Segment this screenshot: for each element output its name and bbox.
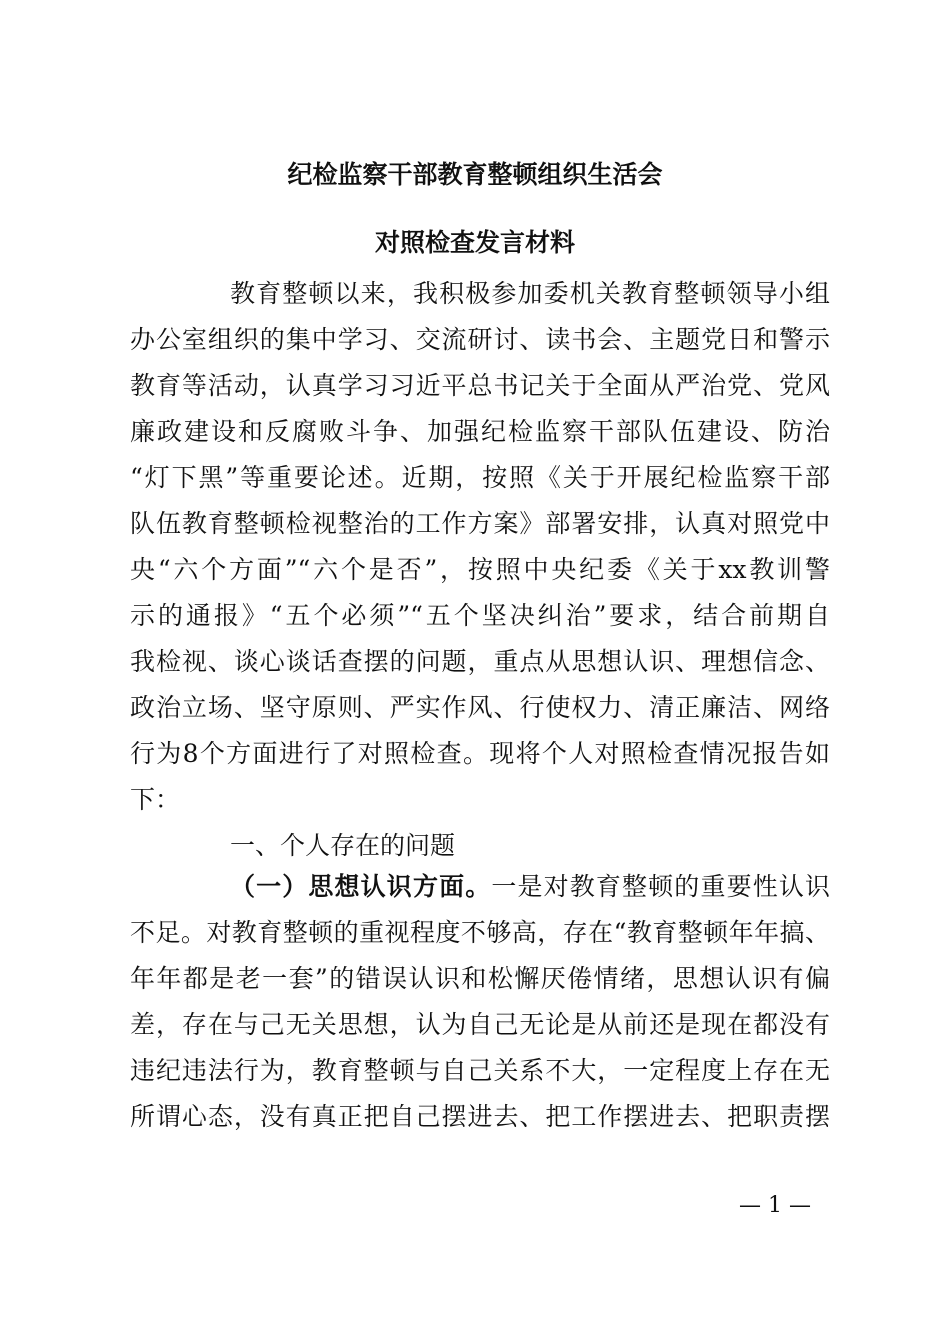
paragraph-line: 下： [130, 785, 181, 814]
paragraph-line: 教育整顿以来，我积极参加委机关教育整顿领导小组 [230, 279, 830, 308]
paragraph-line: 队伍教育整顿检视整治的工作方案》部署安排，认真对照党中 [130, 509, 830, 538]
paragraph-line: 教育等活动，认真学习习近平总书记关于全面从严治党、党风 [130, 371, 830, 400]
paragraph-line: 不足。对教育整顿的重视程度不够高，存在“教育整顿年年搞、 [130, 918, 830, 947]
page-number: — 1 — [739, 1193, 811, 1218]
paragraph-line: 办公室组织的集中学习、交流研讨、读书会、主题党日和警示 [130, 325, 830, 354]
paragraph-line: 所谓心态，没有真正把自己摆进去、把工作摆进去、把职责摆 [130, 1102, 830, 1131]
paragraph-line: 年年都是老一套”的错误认识和松懈厌倦情绪，思想认识有偏 [130, 964, 830, 993]
document-title-line-2: 对照检查发言材料 [374, 228, 575, 257]
section-heading: 一、个人存在的问题 [230, 831, 456, 860]
section-heading-block [130, 823, 830, 869]
document-title-line-1: 纪检监察干部教育整顿组织生活会 [287, 160, 663, 189]
paragraph-line: 央“六个方面”“六个是否”，按照中央纪委《关于xx教训警 [130, 555, 830, 584]
paragraph-line [130, 864, 830, 910]
paragraph-line: 差，存在与己无关思想，认为自己无论是从前还是现在都没有 [130, 1010, 830, 1039]
paragraph-line: 行为8个方面进行了对照检查。现将个人对照检查情况报告如 [130, 739, 830, 768]
paragraph-line: 政治立场、坚守原则、严实作风、行使权力、清正廉洁、网络 [130, 693, 830, 722]
subsection-label: （一）思想认识方面。 [230, 872, 492, 901]
paragraph-line: 违纪违法行为，教育整顿与自己关系不大，一定程度上存在无 [130, 1056, 830, 1085]
paragraph-line: “灯下黑”等重要论述。近期，按照《关于开展纪检监察干部 [130, 463, 830, 492]
paragraph-line: 廉政建设和反腐败斗争、加强纪检监察干部队伍建设、防治 [130, 417, 830, 446]
subsection-paragraph [130, 864, 830, 1140]
intro-paragraph [130, 271, 830, 823]
paragraph-line: 我检视、谈心谈话查摆的问题，重点从思想认识、理想信念、 [130, 647, 830, 676]
subsection-first-line-text: 一是对教育整顿的重要性认识 [491, 872, 830, 901]
paragraph-line: 示的通报》“五个必须”“五个坚决纠治”要求，结合前期自 [130, 601, 830, 630]
